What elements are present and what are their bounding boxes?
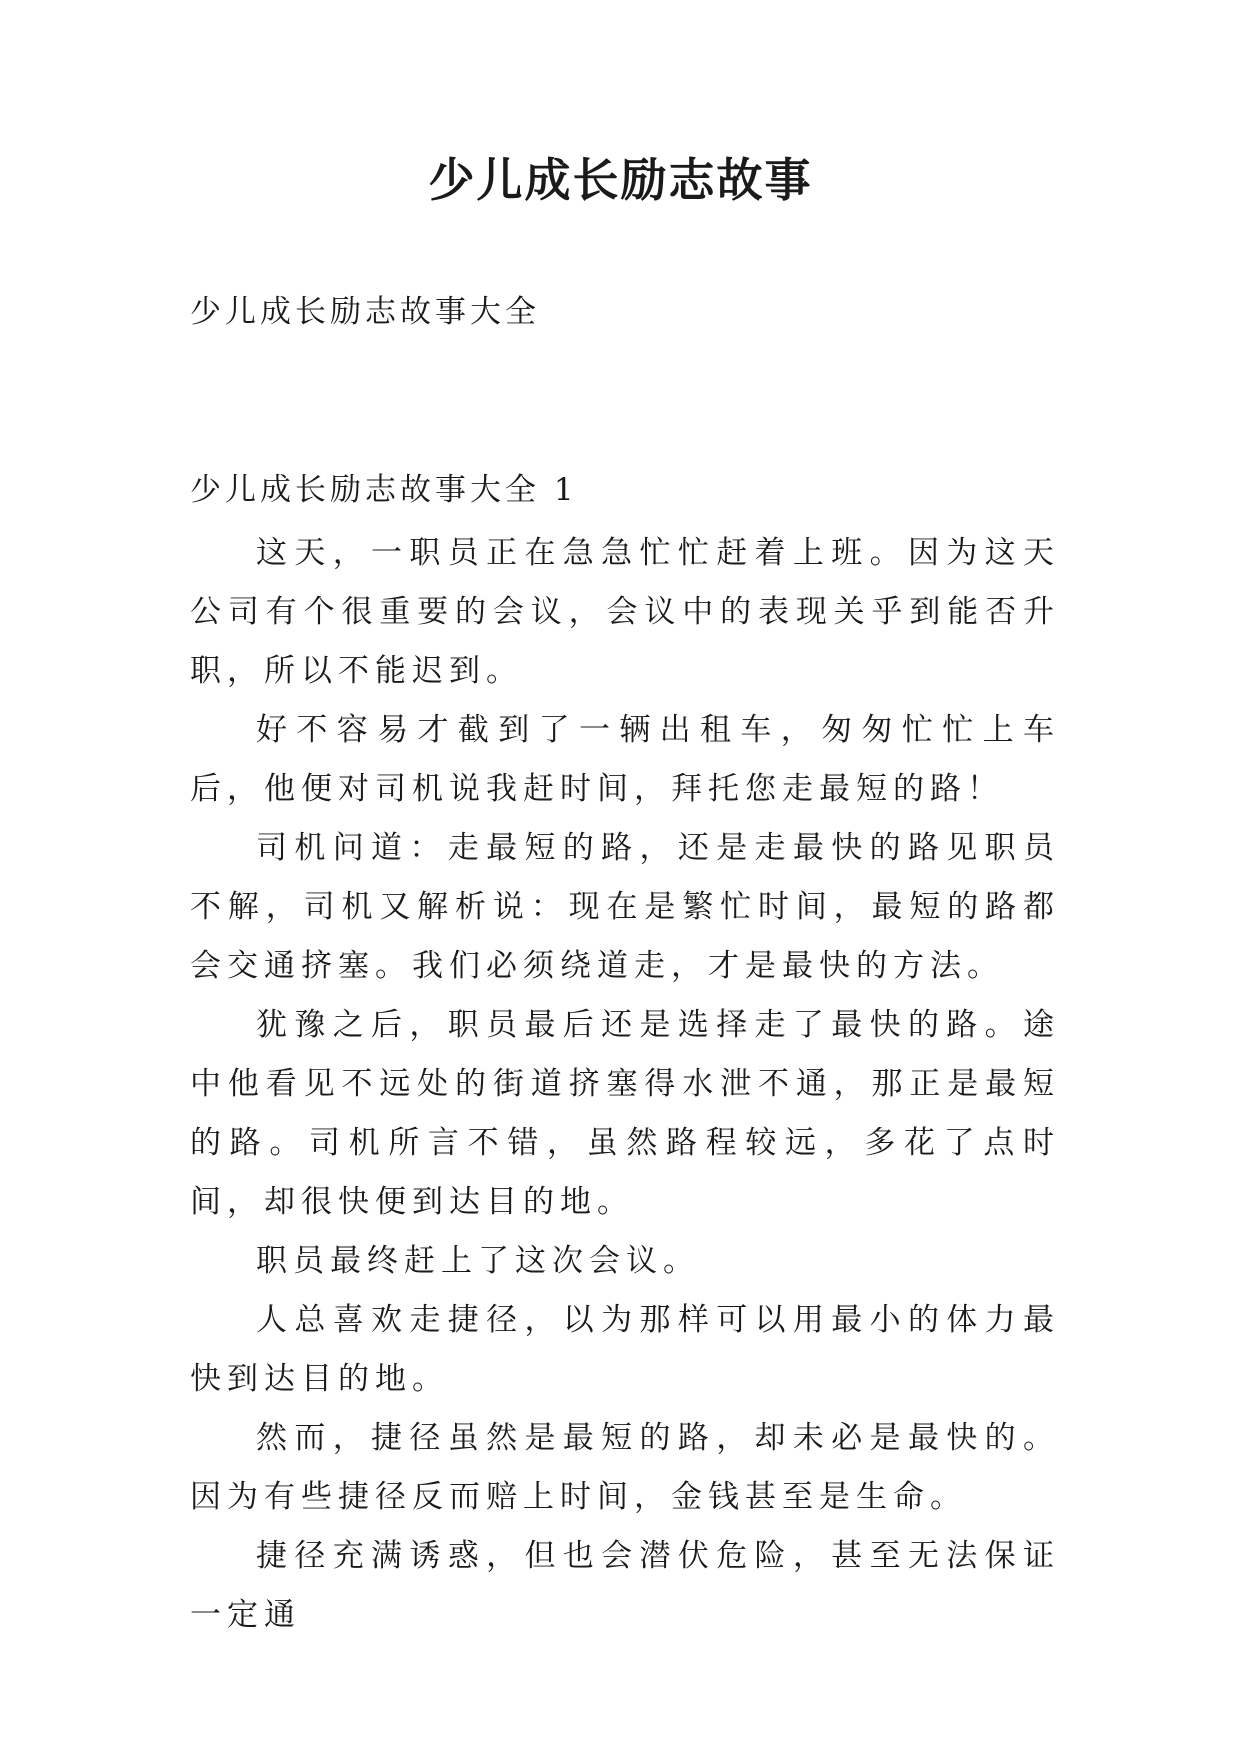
document-title: 少儿成长励志故事 (428, 153, 813, 207)
document-subtitle: 少儿成长励志故事大全 (190, 294, 540, 330)
paragraph: 犹豫之后，职员最后还是选择走了最快的路。途中他看见不远处的街道挤塞得水泄不通，那正是最短的路。司机所言不错，虽然路程较远，多花了点时间，却很快便到达目的地。 (190, 1007, 1060, 1220)
paragraph: 人总喜欢走捷径，以为那样可以用最小的体力最快到达目的地。 (190, 1302, 1060, 1397)
paragraph: 捷径充满诱惑，但也会潜伏危险，甚至无法保证一定通 (190, 1538, 1060, 1633)
section-heading: 少儿成长励志故事大全 1 (190, 472, 578, 508)
paragraph: 好不容易才截到了一辆出租车，匆匆忙忙上车后，他便对司机说我赶时间，拜托您走最短的路！ (190, 712, 1060, 807)
paragraph: 职员最终赶上了这次会议。 (256, 1243, 700, 1279)
story-body (190, 524, 1060, 1645)
paragraph: 然而，捷径虽然是最短的路，却未必是最快的。因为有些捷径反而赔上时间，金钱甚至是生命。 (190, 1420, 1060, 1515)
paragraph: 司机问道：走最短的路，还是走最快的路见职员不解，司机又解析说：现在是繁忙时间，最短的路都会交通挤塞。我们必须绕道走，才是最快的方法。 (190, 830, 1060, 984)
paragraph: 这天，一职员正在急急忙忙赶着上班。因为这天公司有个很重要的会议，会议中的表现关乎到能否升职，所以不能迟到。 (190, 535, 1060, 689)
